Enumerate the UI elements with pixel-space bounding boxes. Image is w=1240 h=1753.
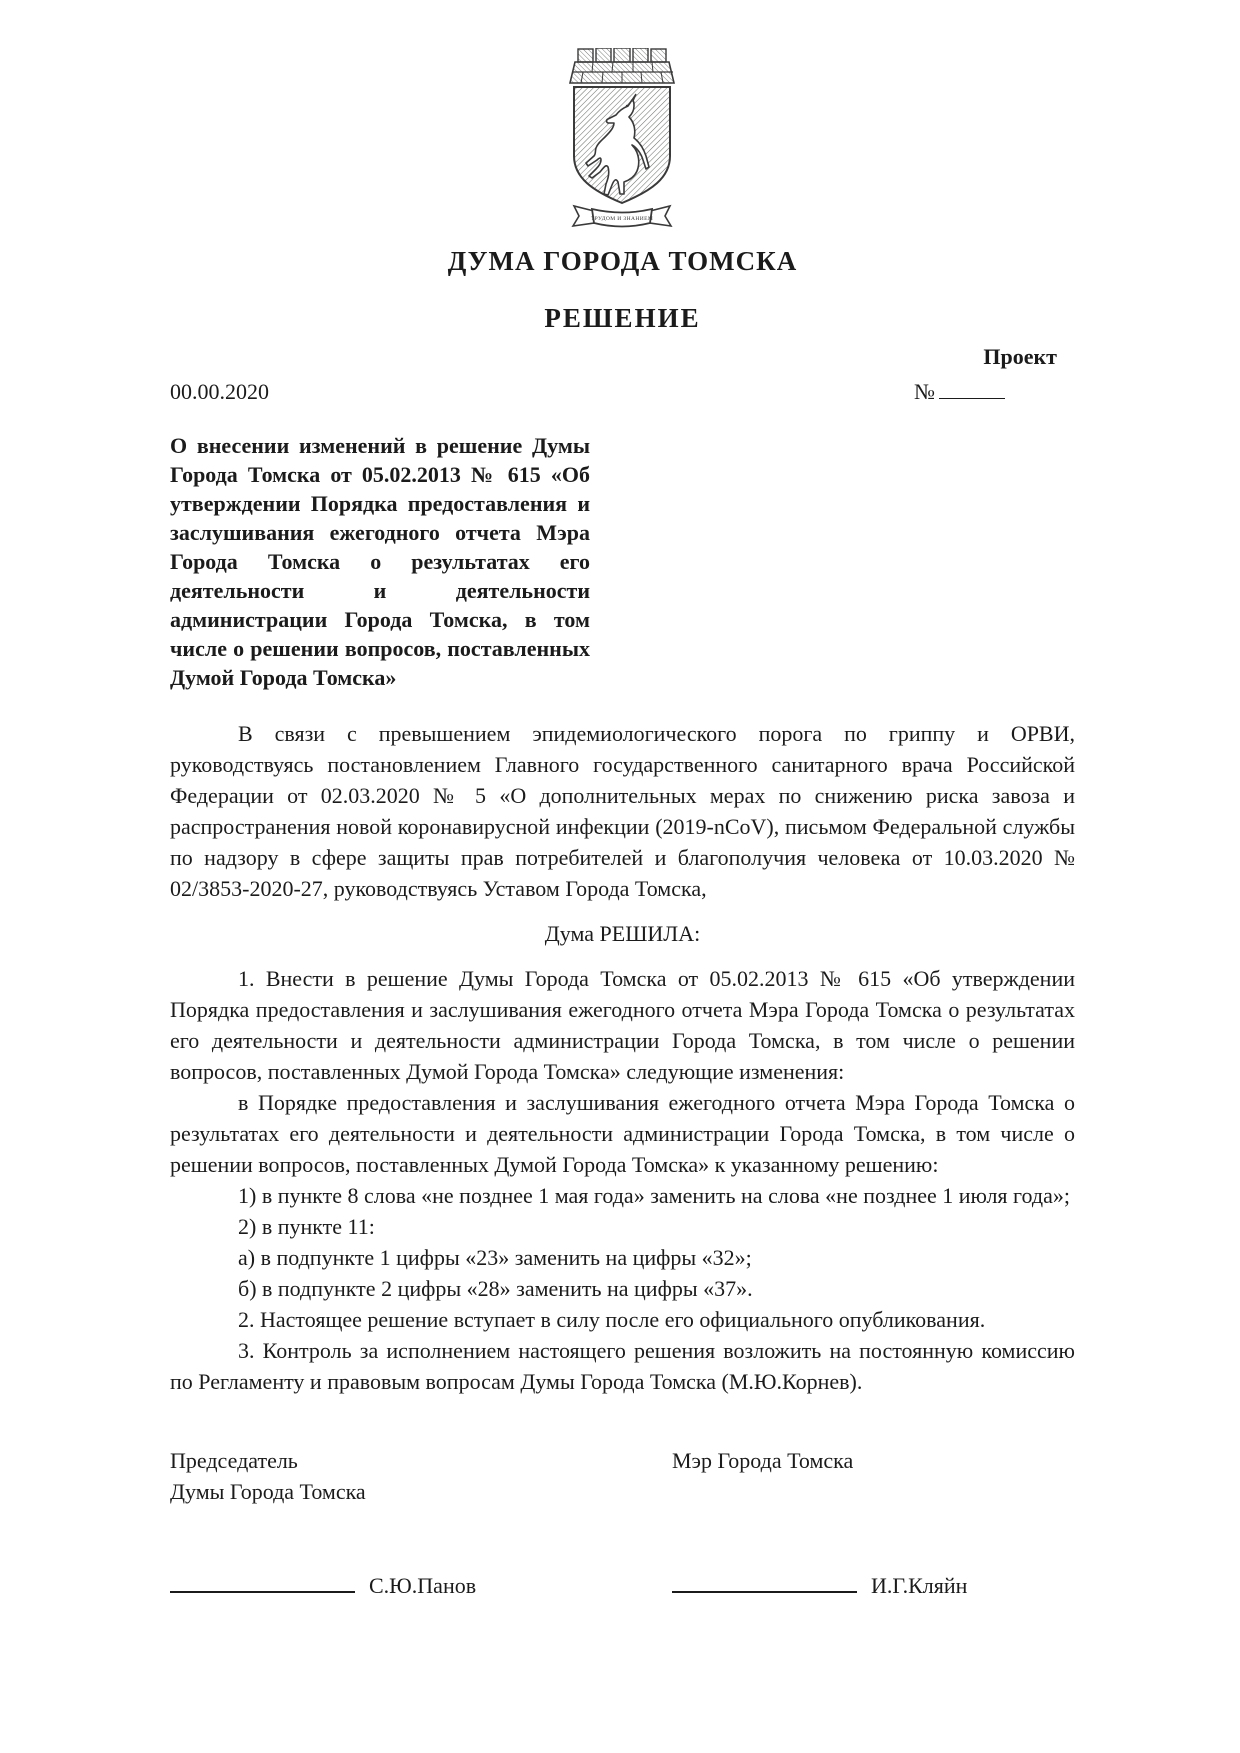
mayor-signature-line (672, 1569, 857, 1593)
resolution-item: а) в подпункте 1 цифры «23» заменить на цифры «32»; (238, 1245, 752, 1270)
preamble-paragraph: В связи с превышением эпидемиологического порога по гриппу и ОРВИ, руководствуясь постановлением Главного государственного санитарного врача Российской Федерации от 02.03.2020 № 5 «О дополнительных мерах по снижению риска завоза и распространения новой коронавирусной инфекции (2019-nCoV), письмом Федеральной службы по надзору в сфере защиты прав потребителей и благополучия человека от 10.03.2020 № 02/3853-2020-27, руководствуясь Уставом Города Томска, (170, 721, 1075, 901)
document-number (914, 376, 1005, 405)
chairman-name: С.Ю.Панов (369, 1573, 477, 1598)
document-date: 00.00.2020 (170, 379, 269, 404)
shield-icon (574, 87, 670, 203)
resolution-item: 2. Настоящее решение вступает в силу после его официального опубликования. (238, 1307, 986, 1332)
chairman-role-line1: Председатель (170, 1448, 298, 1473)
motto-text: ТРУДОМ И ЗНАНИЕМ (590, 216, 653, 222)
chairman-role-line2: Думы Города Томска (170, 1479, 366, 1504)
number-blank-line (939, 376, 1005, 399)
resolution-item: 1. Внести в решение Думы Города Томска от 05.02.2013 № 615 «Об утверждении Порядка предоставления и заслушивания ежегодного отчета Мэра Города Томска о результатах его деятельности и деятельности администрации Города Томска, в том числе о решении вопросов, поставленных Думой Города Томска» следующие изменения: (170, 966, 1075, 1084)
resolution-item: б) в подпункте 2 цифры «28» заменить на цифры «37». (238, 1276, 753, 1301)
chairman-signature-line (170, 1569, 355, 1593)
mayor-role-block (672, 1445, 1075, 1507)
number-label: № (914, 379, 935, 404)
chairman-signature (170, 1569, 672, 1599)
tomsk-coat-of-arms-icon (548, 48, 698, 234)
signature-names-row (170, 1569, 1075, 1599)
date-number-row (170, 376, 1075, 405)
mayor-name: И.Г.Кляйн (871, 1573, 968, 1598)
organization-title: ДУМА ГОРОДА ТОМСКА (447, 246, 798, 276)
coat-of-arms-block (170, 48, 1075, 234)
resolution-item: 2) в пункте 11: (238, 1214, 375, 1239)
motto-ribbon-icon (573, 206, 671, 227)
document-type-title: РЕШЕНИЕ (544, 303, 701, 333)
signature-roles-row (170, 1445, 1075, 1507)
resolution-item: в Порядке предоставления и заслушивания ежегодного отчета Мэра Города Томска о результатах его деятельности и деятельности администрации Города Томска, в том числе о решении вопросов, поставленных Думой Города Томска» к указанному решению: (170, 1090, 1075, 1177)
resolved-heading: Дума РЕШИЛА: (544, 921, 701, 946)
mural-crown-icon (570, 48, 674, 83)
resolution-item: 3. Контроль за исполнением настоящего решения возложить на постоянную комиссию по Регламенту и правовым вопросам Думы Города Томска (М.Ю.Корнев). (170, 1338, 1075, 1394)
chairman-role-block (170, 1445, 672, 1507)
subject-paragraph: О внесении изменений в решение Думы Города Томска от 05.02.2013 № 615 «Об утверждении Порядка предоставления и заслушивания ежегодного отчета Мэра Города Томска о результатах его деятельности и деятельности администрации Города Томска, в том числе о решении вопросов, поставленных Думой Города Томска» (170, 433, 590, 690)
draft-label: Проект (983, 344, 1057, 369)
resolution-item: 1) в пункте 8 слова «не позднее 1 мая года» заменить на слова «не позднее 1 июля года»; (238, 1183, 1070, 1208)
mayor-role-line: Мэр Города Томска (672, 1448, 854, 1473)
mayor-signature (672, 1569, 1075, 1599)
